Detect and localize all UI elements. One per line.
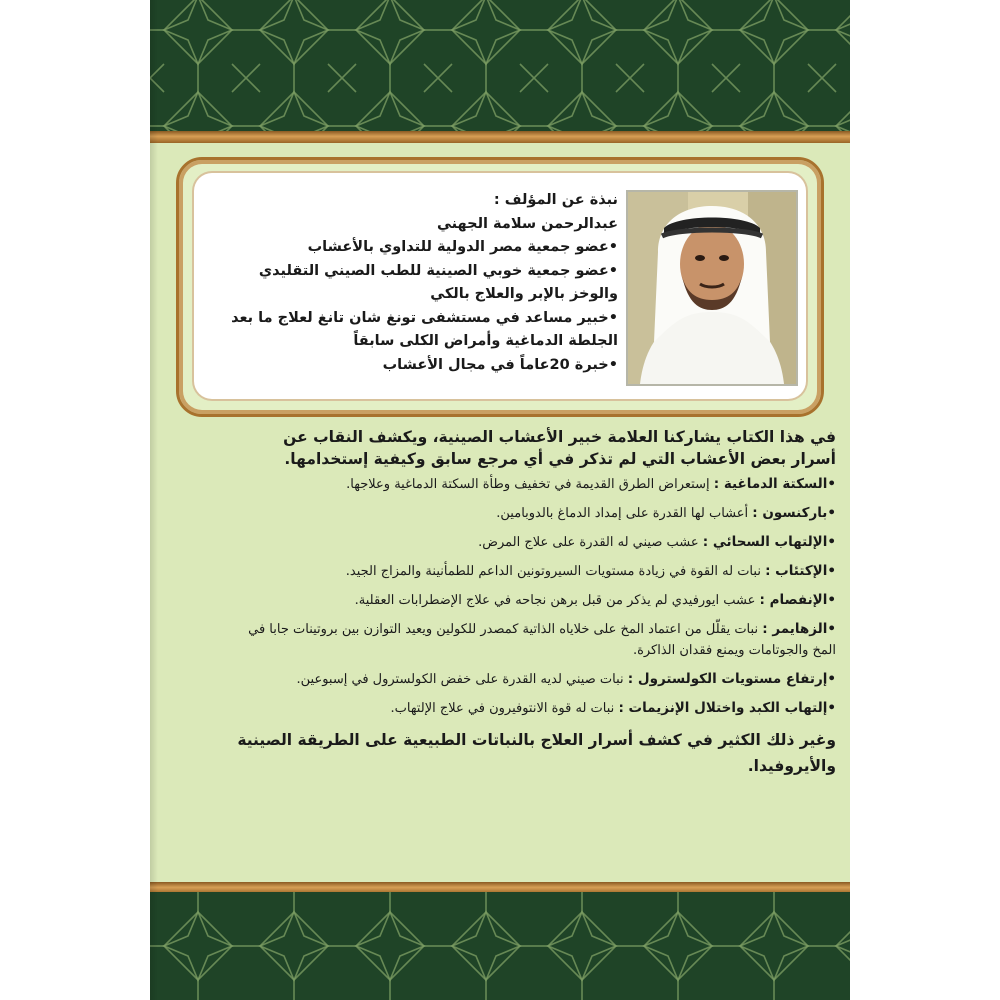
description-intro: في هذا الكتاب يشاركنا العلامة خبير الأعشاب الصينية، ويكشف النقاب عن أسرار بعض الأعشاب التي لم تذكر في أي مرجع سابق وكيفية إستخدامها. (283, 428, 836, 468)
list-item (236, 532, 836, 553)
page-edge-shadow (150, 0, 158, 1000)
description-outro: وغير ذلك الكثير في كشف أسرار العلاج بالنباتات الطبيعية على الطريقة الصينية والأيروفيدا. (237, 731, 836, 775)
author-bio-line: الجلطة الدماغية وأمراض الكلى سابقاً (353, 333, 618, 349)
author-portrait (628, 192, 796, 384)
topic-term: •الإلتهاب السحائي : (702, 534, 836, 550)
author-bio-line: •عضو جمعية مصر الدولية للتداوي بالأعشاب (307, 239, 618, 255)
author-card (194, 173, 806, 399)
topic-desc: عشب صيني له القدرة على علاج المرض. (478, 535, 699, 550)
author-bio (210, 189, 618, 377)
author-bio-heading: نبذة عن المؤلف : (493, 192, 618, 208)
topic-desc: نبات له القوة في زيادة مستويات السيروتونين الداعم للطمأنينة والمزاج الجيد. (345, 564, 761, 579)
list-item (236, 669, 836, 690)
list-item (236, 619, 836, 661)
author-name: عبدالرحمن سلامة الجهني (436, 215, 618, 232)
list-item (236, 503, 836, 524)
topic-desc: إستعراض الطرق القديمة في تخفيف وطأة السكتة الدماغية وعلاجها. (346, 477, 710, 492)
geometric-pattern (150, 892, 850, 1000)
gold-border-top (150, 131, 850, 143)
topic-term: •باركنسون : (752, 505, 836, 521)
topic-desc: أعشاب لها القدرة على إمداد الدماغ بالدوبامين. (496, 506, 749, 521)
topic-term: •الزهايمر : (762, 621, 836, 637)
topic-term: •الإنفصام : (759, 592, 836, 608)
topic-desc: نبات له قوة الانتوفيرون في علاج الإلتهاب. (390, 701, 615, 716)
author-photo (626, 190, 798, 386)
topic-term: •الإكتئاب : (765, 563, 836, 579)
author-bio-line: •خبير مساعد في مستشفى تونغ شان تانغ لعلاج ما بعد (231, 309, 618, 326)
herb-topic-list (236, 474, 836, 719)
author-bio-line: •عضو جمعية خوبي الصينية للطب الصيني التقليدي (258, 262, 618, 279)
list-item (236, 590, 836, 611)
islamic-pattern-bottom (150, 892, 850, 1000)
author-bio-line: •خبرة 20عاماً في مجال الأعشاب (382, 356, 618, 373)
list-item (236, 474, 836, 495)
topic-desc: نبات يقلّل من اعتماد المخ على خلاياه الذاتية كمصدر للكولين ويعيد التوازن بين بروتينات جابا في المخ والجوتامات ويمنع فقدان الذاكرة. (248, 622, 836, 658)
list-item (236, 698, 836, 719)
author-bio-line: والوخز بالإبر والعلاج بالكي (430, 286, 618, 302)
topic-desc: عشب ايورفيدي لم يذكر من قبل برهن نجاحه في علاج الإضطرابات العقلية. (354, 593, 756, 608)
topic-term: •إلتهاب الكبد واختلال الإنزيمات : (618, 700, 836, 716)
book-description (236, 426, 836, 779)
geometric-pattern (150, 0, 850, 134)
book-back-cover (150, 0, 850, 1000)
topic-term: •السكتة الدماغية : (713, 476, 836, 492)
list-item (236, 561, 836, 582)
islamic-pattern-top (150, 0, 850, 134)
topic-desc: نبات صيني لديه القدرة على خفض الكولسترول في إسبوعين. (296, 672, 624, 687)
topic-term: •إرتفاع مستويات الكولسترول : (627, 671, 836, 687)
